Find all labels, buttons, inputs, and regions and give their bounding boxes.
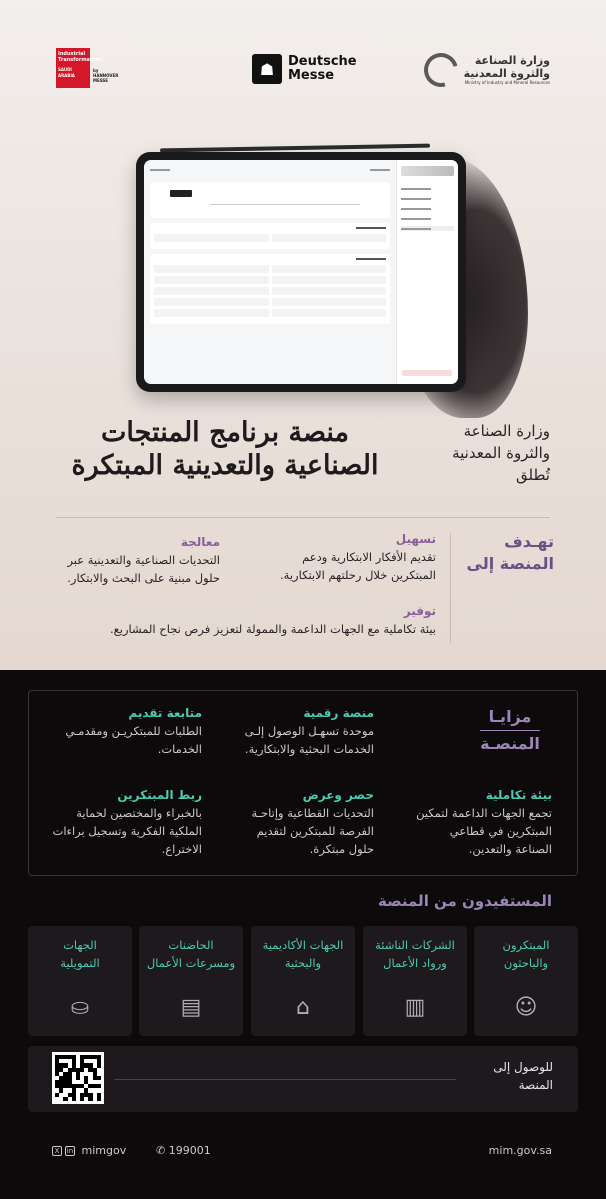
goal-item: معالجة التحديات الصناعية والتعدينية عبر حلول مبنية على البحث والابتكار.: [67, 535, 220, 585]
it-hm1: HANNOVER: [93, 72, 119, 78]
it-by: by: [93, 67, 99, 73]
goal-item: تسهيل تقديم الأفكار الابتكارية ودعم المبتكرين خلال رحلتهم الابتكارية.: [280, 532, 436, 582]
beneficiary-card: الشركات الناشئة ورواد الأعمال ▥: [363, 926, 467, 1036]
goals-divider: [450, 533, 451, 643]
page-title: منصة برنامج المنتجات الصناعية والتعدينية المبتكرة: [71, 417, 379, 481]
beneficiary-card: الجهات التمويلية ⛀: [28, 926, 132, 1036]
buildings-icon: ▥: [404, 995, 426, 1020]
x-icon: X: [52, 1146, 62, 1156]
dm-name-line1: Deutsche: [288, 54, 357, 69]
phone-icon: ✆: [156, 1144, 166, 1157]
it-line2: Transformation: [58, 57, 101, 63]
qr-code[interactable]: [52, 1052, 104, 1104]
qr-label: للوصول إلى المنصة: [493, 1060, 553, 1092]
ministry-name-en: Ministry of Industry and Mineral Resources: [464, 80, 550, 85]
beneficiary-card: الحاضنات ومسرعات الأعمال ▤: [139, 926, 243, 1036]
qr-divider: [114, 1079, 456, 1080]
beneficiaries-title: المستفيدون من المنصة: [378, 892, 552, 910]
deutsche-messe-logo: [252, 54, 357, 84]
incubator-icon: ▤: [180, 995, 202, 1020]
academic-icon: ⌂: [296, 995, 310, 1020]
ministry-name-line1: وزارة الصناعة: [474, 54, 550, 67]
idea-head-icon: ☺: [514, 995, 538, 1020]
linkedin-icon: in: [66, 1147, 74, 1155]
social-handle[interactable]: X in mimgov: [52, 1143, 126, 1159]
ministry-logo: [400, 48, 550, 92]
advantage-item: حصر وعرض التحديات القطاعية وإتاحـة الفرصة للمبتكرين لتقديم حلول مبتكرة.: [251, 788, 374, 856]
tablet-screen: [144, 160, 458, 384]
advantage-item: متابعة تقديم الطلبات للمبتكريـن ومقدمـي الخدمات.: [65, 706, 202, 756]
goals-heading: تهـدف المنصة إلى: [466, 532, 554, 573]
website-link[interactable]: mim.gov.sa: [488, 1144, 552, 1157]
advantage-item: منصة رقمية موحدة تسهـل الوصول إلـى الخدمات البحثية والابتكارية.: [244, 706, 374, 756]
it-ksa: SAUDI ARABIA: [58, 67, 75, 78]
divider: [56, 517, 550, 518]
it-hm2: MESSE: [93, 77, 109, 83]
screen-main: [144, 160, 396, 384]
industrial-transformation-logo: [56, 48, 118, 88]
intro-text: وزارة الصناعة والثروة المعدنية تُطلق: [452, 422, 550, 484]
funding-icon: ⛀: [70, 995, 90, 1020]
beneficiary-card: الجهات الأكاديمية والبحثية ⌂: [251, 926, 355, 1036]
ministry-mark-icon: [417, 47, 463, 93]
it-line1: Industrial: [58, 51, 86, 57]
advantage-item: بيئة تكاملية تجمع الجهات الداعمة لتمكين المبتكرين في قطاعي الصناعة والتعدين.: [416, 788, 552, 856]
beneficiary-card: المبتكرون والباحثون ☺: [474, 926, 578, 1036]
advantage-item: ربط المبتكرين بالخبراء والمختصين لحماية الملكية الفكرية وتسجيل براءات الاختراع.: [52, 788, 202, 856]
dm-name-line2: Messe: [288, 68, 335, 83]
advantages-heading: مزايـا المنصـة: [480, 707, 540, 753]
phone-number[interactable]: ✆ 199001: [156, 1144, 211, 1157]
deutsche-messe-mark-icon: ☗: [252, 54, 282, 84]
tablet-mockup: [136, 152, 466, 392]
ministry-name-line2: والثروة المعدنية: [463, 67, 550, 80]
goal-item: توفير بيئة تكاملية مع الجهات الداعمة والممولة لتعزيز فرص نجاح المشاريع.: [109, 604, 436, 636]
screen-sidebar: [396, 160, 458, 384]
